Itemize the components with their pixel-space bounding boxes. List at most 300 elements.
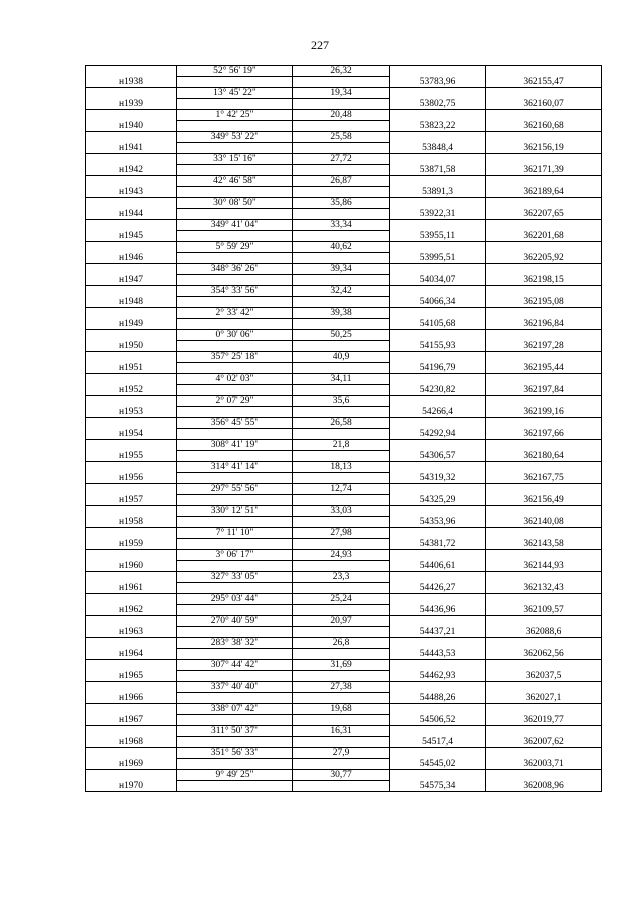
empty-cell bbox=[293, 77, 390, 88]
direction-angle-cell: 270° 40' 59" bbox=[177, 616, 293, 627]
empty-cell bbox=[86, 132, 177, 143]
empty-cell bbox=[293, 121, 390, 132]
y-coordinate-cell: 362197,28 bbox=[486, 341, 602, 352]
point-row bbox=[86, 297, 602, 308]
point-row bbox=[86, 165, 602, 176]
direction-angle-cell: 311° 50' 37" bbox=[177, 726, 293, 737]
segment-row bbox=[86, 396, 602, 407]
empty-cell bbox=[177, 627, 293, 638]
point-row bbox=[86, 319, 602, 330]
point-name-cell: н1966 bbox=[86, 693, 177, 704]
point-row bbox=[86, 693, 602, 704]
point-row bbox=[86, 385, 602, 396]
segment-row bbox=[86, 286, 602, 297]
empty-cell bbox=[390, 418, 486, 429]
y-coordinate-cell: 362195,44 bbox=[486, 363, 602, 374]
empty-cell bbox=[293, 187, 390, 198]
point-row bbox=[86, 253, 602, 264]
point-row bbox=[86, 627, 602, 638]
point-row bbox=[86, 451, 602, 462]
empty-cell bbox=[177, 275, 293, 286]
distance-cell: 34,11 bbox=[293, 374, 390, 385]
y-coordinate-cell: 362062,56 bbox=[486, 649, 602, 660]
empty-cell bbox=[177, 385, 293, 396]
point-name-cell: н1950 bbox=[86, 341, 177, 352]
point-name-cell: н1943 bbox=[86, 187, 177, 198]
distance-cell: 27,9 bbox=[293, 748, 390, 759]
empty-cell bbox=[177, 77, 293, 88]
segment-row bbox=[86, 704, 602, 715]
point-name-cell: н1959 bbox=[86, 539, 177, 550]
distance-cell: 19,68 bbox=[293, 704, 390, 715]
direction-angle-cell: 52° 56' 19" bbox=[177, 66, 293, 77]
distance-cell: 27,38 bbox=[293, 682, 390, 693]
empty-cell bbox=[486, 110, 602, 121]
empty-cell bbox=[177, 429, 293, 440]
empty-cell bbox=[86, 198, 177, 209]
empty-cell bbox=[86, 286, 177, 297]
empty-cell bbox=[390, 220, 486, 231]
segment-row bbox=[86, 616, 602, 627]
direction-angle-cell: 349° 41' 04" bbox=[177, 220, 293, 231]
empty-cell bbox=[293, 385, 390, 396]
empty-cell bbox=[86, 242, 177, 253]
empty-cell bbox=[177, 121, 293, 132]
empty-cell bbox=[86, 154, 177, 165]
x-coordinate-cell: 53783,96 bbox=[390, 77, 486, 88]
empty-cell bbox=[293, 583, 390, 594]
x-coordinate-cell: 53802,75 bbox=[390, 99, 486, 110]
empty-cell bbox=[486, 572, 602, 583]
direction-angle-cell: 5° 59' 29" bbox=[177, 242, 293, 253]
distance-cell: 27,72 bbox=[293, 154, 390, 165]
direction-angle-cell: 307° 44' 42" bbox=[177, 660, 293, 671]
x-coordinate-cell: 54436,96 bbox=[390, 605, 486, 616]
empty-cell bbox=[293, 363, 390, 374]
point-name-cell: н1969 bbox=[86, 759, 177, 770]
empty-cell bbox=[486, 242, 602, 253]
y-coordinate-cell: 362189,64 bbox=[486, 187, 602, 198]
point-name-cell: н1947 bbox=[86, 275, 177, 286]
x-coordinate-cell: 54443,53 bbox=[390, 649, 486, 660]
x-coordinate-cell: 54575,34 bbox=[390, 781, 486, 792]
empty-cell bbox=[293, 627, 390, 638]
empty-cell bbox=[486, 418, 602, 429]
x-coordinate-cell: 54306,57 bbox=[390, 451, 486, 462]
point-row bbox=[86, 121, 602, 132]
empty-cell bbox=[177, 187, 293, 198]
empty-cell bbox=[177, 759, 293, 770]
empty-cell bbox=[293, 407, 390, 418]
y-coordinate-cell: 362199,16 bbox=[486, 407, 602, 418]
empty-cell bbox=[86, 396, 177, 407]
y-coordinate-cell: 362167,75 bbox=[486, 473, 602, 484]
y-coordinate-cell: 362088,6 bbox=[486, 627, 602, 638]
y-coordinate-cell: 362195,08 bbox=[486, 297, 602, 308]
empty-cell bbox=[486, 638, 602, 649]
empty-cell bbox=[390, 682, 486, 693]
empty-cell bbox=[486, 506, 602, 517]
direction-angle-cell: 2° 33' 42" bbox=[177, 308, 293, 319]
empty-cell bbox=[293, 693, 390, 704]
direction-angle-cell: 33° 15' 16" bbox=[177, 154, 293, 165]
point-name-cell: н1952 bbox=[86, 385, 177, 396]
y-coordinate-cell: 362180,64 bbox=[486, 451, 602, 462]
empty-cell bbox=[177, 143, 293, 154]
empty-cell bbox=[486, 66, 602, 77]
distance-cell: 33,34 bbox=[293, 220, 390, 231]
y-coordinate-cell: 362155,47 bbox=[486, 77, 602, 88]
x-coordinate-cell: 53848,4 bbox=[390, 143, 486, 154]
empty-cell bbox=[390, 176, 486, 187]
point-name-cell: н1948 bbox=[86, 297, 177, 308]
empty-cell bbox=[177, 649, 293, 660]
empty-cell bbox=[293, 143, 390, 154]
empty-cell bbox=[86, 594, 177, 605]
point-name-cell: н1965 bbox=[86, 671, 177, 682]
point-name-cell: н1955 bbox=[86, 451, 177, 462]
empty-cell bbox=[86, 308, 177, 319]
empty-cell bbox=[293, 517, 390, 528]
empty-cell bbox=[390, 132, 486, 143]
x-coordinate-cell: 54353,96 bbox=[390, 517, 486, 528]
empty-cell bbox=[177, 319, 293, 330]
empty-cell bbox=[86, 88, 177, 99]
point-name-cell: н1940 bbox=[86, 121, 177, 132]
empty-cell bbox=[390, 154, 486, 165]
segment-row bbox=[86, 748, 602, 759]
empty-cell bbox=[177, 209, 293, 220]
point-name-cell: н1944 bbox=[86, 209, 177, 220]
segment-row bbox=[86, 198, 602, 209]
point-row bbox=[86, 187, 602, 198]
empty-cell bbox=[86, 506, 177, 517]
empty-cell bbox=[390, 110, 486, 121]
empty-cell bbox=[293, 297, 390, 308]
distance-cell: 40,62 bbox=[293, 242, 390, 253]
segment-row bbox=[86, 726, 602, 737]
direction-angle-cell: 337° 40' 40" bbox=[177, 682, 293, 693]
empty-cell bbox=[390, 638, 486, 649]
point-name-cell: н1945 bbox=[86, 231, 177, 242]
x-coordinate-cell: 54325,29 bbox=[390, 495, 486, 506]
direction-angle-cell: 308° 41' 19" bbox=[177, 440, 293, 451]
x-coordinate-cell: 54488,26 bbox=[390, 693, 486, 704]
distance-cell: 26,32 bbox=[293, 66, 390, 77]
empty-cell bbox=[293, 341, 390, 352]
segment-row bbox=[86, 308, 602, 319]
segment-row bbox=[86, 528, 602, 539]
y-coordinate-cell: 362205,92 bbox=[486, 253, 602, 264]
empty-cell bbox=[177, 517, 293, 528]
empty-cell bbox=[293, 429, 390, 440]
empty-cell bbox=[390, 616, 486, 627]
y-coordinate-cell: 362156,49 bbox=[486, 495, 602, 506]
point-row bbox=[86, 209, 602, 220]
distance-cell: 39,38 bbox=[293, 308, 390, 319]
y-coordinate-cell: 362140,08 bbox=[486, 517, 602, 528]
empty-cell bbox=[390, 330, 486, 341]
segment-row bbox=[86, 352, 602, 363]
distance-cell: 25,24 bbox=[293, 594, 390, 605]
distance-cell: 19,34 bbox=[293, 88, 390, 99]
empty-cell bbox=[293, 165, 390, 176]
point-name-cell: н1962 bbox=[86, 605, 177, 616]
direction-angle-cell: 13° 45' 22" bbox=[177, 88, 293, 99]
x-coordinate-cell: 54381,72 bbox=[390, 539, 486, 550]
empty-cell bbox=[177, 583, 293, 594]
x-coordinate-cell: 53871,58 bbox=[390, 165, 486, 176]
empty-cell bbox=[390, 660, 486, 671]
point-name-cell: н1961 bbox=[86, 583, 177, 594]
empty-cell bbox=[86, 374, 177, 385]
segment-row bbox=[86, 110, 602, 121]
direction-angle-cell: 351° 56' 33" bbox=[177, 748, 293, 759]
empty-cell bbox=[293, 231, 390, 242]
point-row bbox=[86, 715, 602, 726]
distance-cell: 20,97 bbox=[293, 616, 390, 627]
x-coordinate-cell: 54292,94 bbox=[390, 429, 486, 440]
empty-cell bbox=[390, 572, 486, 583]
empty-cell bbox=[86, 660, 177, 671]
empty-cell bbox=[177, 231, 293, 242]
direction-angle-cell: 314° 41' 14" bbox=[177, 462, 293, 473]
empty-cell bbox=[390, 308, 486, 319]
point-name-cell: н1960 bbox=[86, 561, 177, 572]
segment-row bbox=[86, 66, 602, 77]
direction-angle-cell: 338° 07' 42" bbox=[177, 704, 293, 715]
distance-cell: 27,98 bbox=[293, 528, 390, 539]
empty-cell bbox=[486, 220, 602, 231]
x-coordinate-cell: 54196,79 bbox=[390, 363, 486, 374]
empty-cell bbox=[86, 418, 177, 429]
direction-angle-cell: 356° 45' 55" bbox=[177, 418, 293, 429]
y-coordinate-cell: 362027,1 bbox=[486, 693, 602, 704]
empty-cell bbox=[390, 550, 486, 561]
empty-cell bbox=[293, 319, 390, 330]
direction-angle-cell: 327° 33' 05" bbox=[177, 572, 293, 583]
empty-cell bbox=[86, 704, 177, 715]
empty-cell bbox=[177, 539, 293, 550]
x-coordinate-cell: 54545,02 bbox=[390, 759, 486, 770]
y-coordinate-cell: 362019,77 bbox=[486, 715, 602, 726]
empty-cell bbox=[390, 242, 486, 253]
direction-angle-cell: 4° 02' 03" bbox=[177, 374, 293, 385]
empty-cell bbox=[86, 770, 177, 781]
empty-cell bbox=[486, 88, 602, 99]
point-name-cell: н1951 bbox=[86, 363, 177, 374]
x-coordinate-cell: 53955,11 bbox=[390, 231, 486, 242]
direction-angle-cell: 2° 07' 29" bbox=[177, 396, 293, 407]
distance-cell: 18,13 bbox=[293, 462, 390, 473]
point-row bbox=[86, 363, 602, 374]
empty-cell bbox=[86, 440, 177, 451]
empty-cell bbox=[86, 572, 177, 583]
x-coordinate-cell: 54462,93 bbox=[390, 671, 486, 682]
segment-row bbox=[86, 374, 602, 385]
segment-row bbox=[86, 462, 602, 473]
distance-cell: 31,69 bbox=[293, 660, 390, 671]
y-coordinate-cell: 362196,84 bbox=[486, 319, 602, 330]
point-name-cell: н1967 bbox=[86, 715, 177, 726]
distance-cell: 33,03 bbox=[293, 506, 390, 517]
empty-cell bbox=[86, 550, 177, 561]
x-coordinate-cell: 54319,32 bbox=[390, 473, 486, 484]
empty-cell bbox=[390, 286, 486, 297]
empty-cell bbox=[486, 132, 602, 143]
segment-row bbox=[86, 440, 602, 451]
empty-cell bbox=[293, 495, 390, 506]
direction-angle-cell: 348° 36' 26" bbox=[177, 264, 293, 275]
empty-cell bbox=[177, 693, 293, 704]
empty-cell bbox=[390, 198, 486, 209]
direction-angle-cell: 295° 03' 44" bbox=[177, 594, 293, 605]
direction-angle-cell: 3° 06' 17" bbox=[177, 550, 293, 561]
y-coordinate-cell: 362037,5 bbox=[486, 671, 602, 682]
y-coordinate-cell: 362197,66 bbox=[486, 429, 602, 440]
distance-cell: 21,8 bbox=[293, 440, 390, 451]
empty-cell bbox=[86, 330, 177, 341]
point-row bbox=[86, 649, 602, 660]
segment-row bbox=[86, 220, 602, 231]
empty-cell bbox=[486, 176, 602, 187]
distance-cell: 24,93 bbox=[293, 550, 390, 561]
y-coordinate-cell: 362201,68 bbox=[486, 231, 602, 242]
empty-cell bbox=[486, 396, 602, 407]
empty-cell bbox=[86, 110, 177, 121]
distance-cell: 25,58 bbox=[293, 132, 390, 143]
empty-cell bbox=[86, 484, 177, 495]
y-coordinate-cell: 362007,62 bbox=[486, 737, 602, 748]
empty-cell bbox=[390, 726, 486, 737]
empty-cell bbox=[177, 297, 293, 308]
point-row bbox=[86, 759, 602, 770]
x-coordinate-cell: 53995,51 bbox=[390, 253, 486, 264]
empty-cell bbox=[177, 407, 293, 418]
x-coordinate-cell: 54406,61 bbox=[390, 561, 486, 572]
empty-cell bbox=[293, 759, 390, 770]
empty-cell bbox=[486, 660, 602, 671]
x-coordinate-cell: 54437,21 bbox=[390, 627, 486, 638]
segment-row bbox=[86, 242, 602, 253]
point-name-cell: н1963 bbox=[86, 627, 177, 638]
empty-cell bbox=[293, 253, 390, 264]
empty-cell bbox=[390, 88, 486, 99]
x-coordinate-cell: 53823,22 bbox=[390, 121, 486, 132]
distance-cell: 32,42 bbox=[293, 286, 390, 297]
empty-cell bbox=[86, 66, 177, 77]
empty-cell bbox=[486, 770, 602, 781]
point-name-cell: н1954 bbox=[86, 429, 177, 440]
direction-angle-cell: 283° 38' 32" bbox=[177, 638, 293, 649]
distance-cell: 12,74 bbox=[293, 484, 390, 495]
point-row bbox=[86, 407, 602, 418]
distance-cell: 26,87 bbox=[293, 176, 390, 187]
distance-cell: 39,34 bbox=[293, 264, 390, 275]
point-row bbox=[86, 737, 602, 748]
point-name-cell: н1942 bbox=[86, 165, 177, 176]
point-name-cell: н1953 bbox=[86, 407, 177, 418]
segment-row bbox=[86, 418, 602, 429]
empty-cell bbox=[293, 561, 390, 572]
empty-cell bbox=[390, 264, 486, 275]
empty-cell bbox=[293, 209, 390, 220]
empty-cell bbox=[390, 748, 486, 759]
point-row bbox=[86, 99, 602, 110]
x-coordinate-cell: 54066,34 bbox=[390, 297, 486, 308]
x-coordinate-cell: 54506,52 bbox=[390, 715, 486, 726]
empty-cell bbox=[293, 671, 390, 682]
point-row bbox=[86, 561, 602, 572]
empty-cell bbox=[486, 198, 602, 209]
empty-cell bbox=[486, 484, 602, 495]
y-coordinate-cell: 362008,96 bbox=[486, 781, 602, 792]
direction-angle-cell: 349° 53' 22" bbox=[177, 132, 293, 143]
segment-row bbox=[86, 594, 602, 605]
direction-angle-cell: 1° 42' 25" bbox=[177, 110, 293, 121]
segment-row bbox=[86, 132, 602, 143]
point-row bbox=[86, 275, 602, 286]
point-name-cell: н1957 bbox=[86, 495, 177, 506]
coordinates-table bbox=[85, 65, 602, 792]
distance-cell: 23,3 bbox=[293, 572, 390, 583]
y-coordinate-cell: 362143,58 bbox=[486, 539, 602, 550]
empty-cell bbox=[293, 737, 390, 748]
empty-cell bbox=[177, 451, 293, 462]
empty-cell bbox=[86, 264, 177, 275]
point-row bbox=[86, 473, 602, 484]
empty-cell bbox=[177, 561, 293, 572]
empty-cell bbox=[177, 363, 293, 374]
y-coordinate-cell: 362144,93 bbox=[486, 561, 602, 572]
page-number: 227 bbox=[311, 38, 329, 52]
empty-cell bbox=[390, 352, 486, 363]
segment-row bbox=[86, 330, 602, 341]
distance-cell: 26,58 bbox=[293, 418, 390, 429]
x-coordinate-cell: 54105,68 bbox=[390, 319, 486, 330]
empty-cell bbox=[390, 396, 486, 407]
empty-cell bbox=[293, 99, 390, 110]
point-name-cell: н1956 bbox=[86, 473, 177, 484]
direction-angle-cell: 330° 12' 51" bbox=[177, 506, 293, 517]
empty-cell bbox=[390, 66, 486, 77]
empty-cell bbox=[486, 594, 602, 605]
direction-angle-cell: 7° 11' 10" bbox=[177, 528, 293, 539]
distance-cell: 40,9 bbox=[293, 352, 390, 363]
empty-cell bbox=[86, 748, 177, 759]
direction-angle-cell: 354° 33' 56" bbox=[177, 286, 293, 297]
point-row bbox=[86, 231, 602, 242]
empty-cell bbox=[293, 781, 390, 792]
empty-cell bbox=[390, 528, 486, 539]
empty-cell bbox=[177, 781, 293, 792]
point-name-cell: н1941 bbox=[86, 143, 177, 154]
empty-cell bbox=[390, 770, 486, 781]
y-coordinate-cell: 362109,57 bbox=[486, 605, 602, 616]
empty-cell bbox=[86, 462, 177, 473]
direction-angle-cell: 357° 25' 18" bbox=[177, 352, 293, 363]
distance-cell: 30,77 bbox=[293, 770, 390, 781]
empty-cell bbox=[486, 440, 602, 451]
empty-cell bbox=[390, 440, 486, 451]
x-coordinate-cell: 54517,4 bbox=[390, 737, 486, 748]
empty-cell bbox=[293, 715, 390, 726]
empty-cell bbox=[177, 737, 293, 748]
point-name-cell: н1964 bbox=[86, 649, 177, 660]
point-row bbox=[86, 77, 602, 88]
point-name-cell: н1939 bbox=[86, 99, 177, 110]
y-coordinate-cell: 362197,84 bbox=[486, 385, 602, 396]
